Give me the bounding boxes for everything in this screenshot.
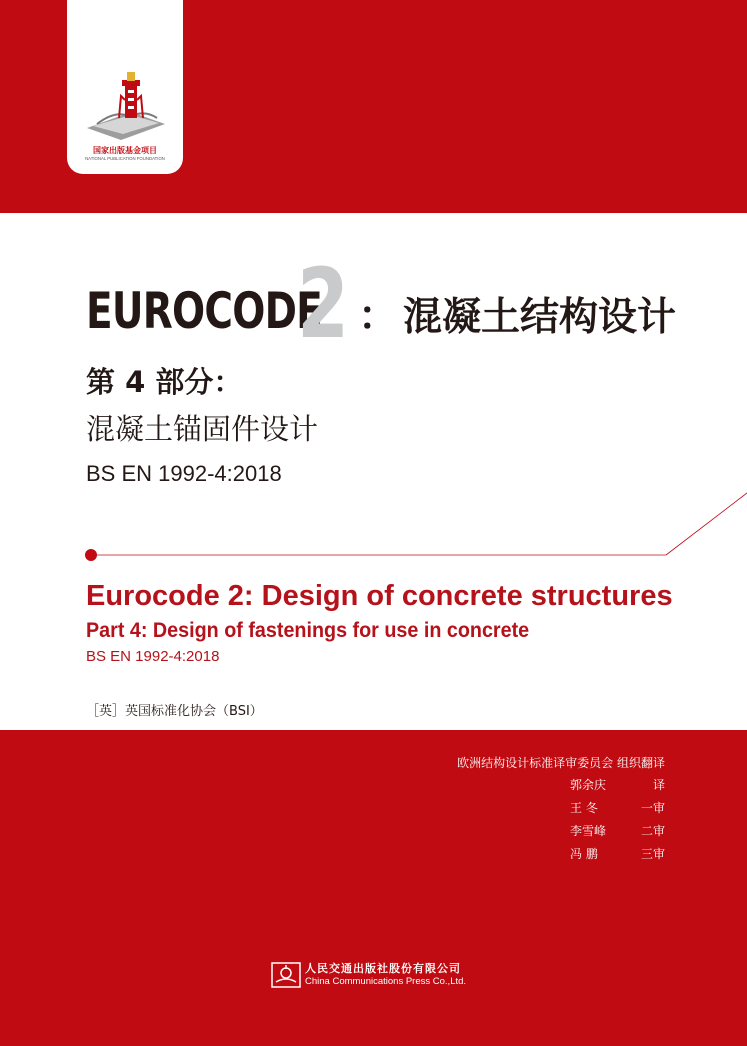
part-label-cn: 第 4 部分： bbox=[86, 365, 243, 399]
credit-name: 王 冬 bbox=[570, 801, 598, 815]
english-title: Eurocode 2: Design of concrete structures bbox=[86, 580, 673, 612]
bottom-red-band bbox=[0, 730, 747, 1046]
publisher-logo-icon bbox=[271, 962, 301, 988]
publisher-name-cn: 人民交通出版社股份有限公司 bbox=[305, 962, 461, 975]
subtitle-cn: 混凝土锚固件设计 bbox=[86, 412, 319, 446]
title-cn-main: 混凝土结构设计 bbox=[403, 295, 677, 340]
publisher-name-en: China Communications Press Co.,Ltd. bbox=[305, 976, 467, 987]
credit-name: 冯 鹏 bbox=[570, 847, 598, 861]
credit-row bbox=[0, 802, 747, 818]
english-part: Part 4: Design of fastenings for use in concrete bbox=[86, 619, 530, 642]
credit-role: 三审 bbox=[640, 847, 665, 861]
title-number: 2 bbox=[297, 248, 350, 360]
credit-row bbox=[0, 779, 747, 795]
badge-label-en: NATIONAL PUBLICATION FOUNDATION bbox=[85, 156, 165, 161]
credit-row bbox=[0, 825, 747, 841]
credit-name: 郭余庆 bbox=[570, 778, 607, 792]
divider-line bbox=[80, 490, 747, 565]
translation-organization: 欧洲结构设计标准译审委员会 组织翻译 bbox=[457, 756, 665, 770]
credit-role: 译 bbox=[652, 778, 665, 792]
standard-number: BS EN 1992-4:2018 bbox=[86, 461, 282, 486]
title-colon: ： bbox=[358, 293, 398, 339]
fund-emblem-icon bbox=[81, 66, 171, 142]
credit-role: 一审 bbox=[640, 801, 665, 815]
title-eurocode: EUROCODE bbox=[86, 282, 323, 340]
credit-row bbox=[0, 848, 747, 864]
author-line: ［英］英国标准化协会（BSI） bbox=[86, 704, 263, 719]
english-standard: BS EN 1992-4:2018 bbox=[86, 648, 220, 665]
credit-name: 李雪峰 bbox=[570, 824, 607, 838]
publication-fund-badge bbox=[67, 0, 183, 174]
badge-label-cn: 国家出版基金项目 bbox=[93, 145, 157, 155]
credit-role: 二审 bbox=[640, 824, 665, 838]
